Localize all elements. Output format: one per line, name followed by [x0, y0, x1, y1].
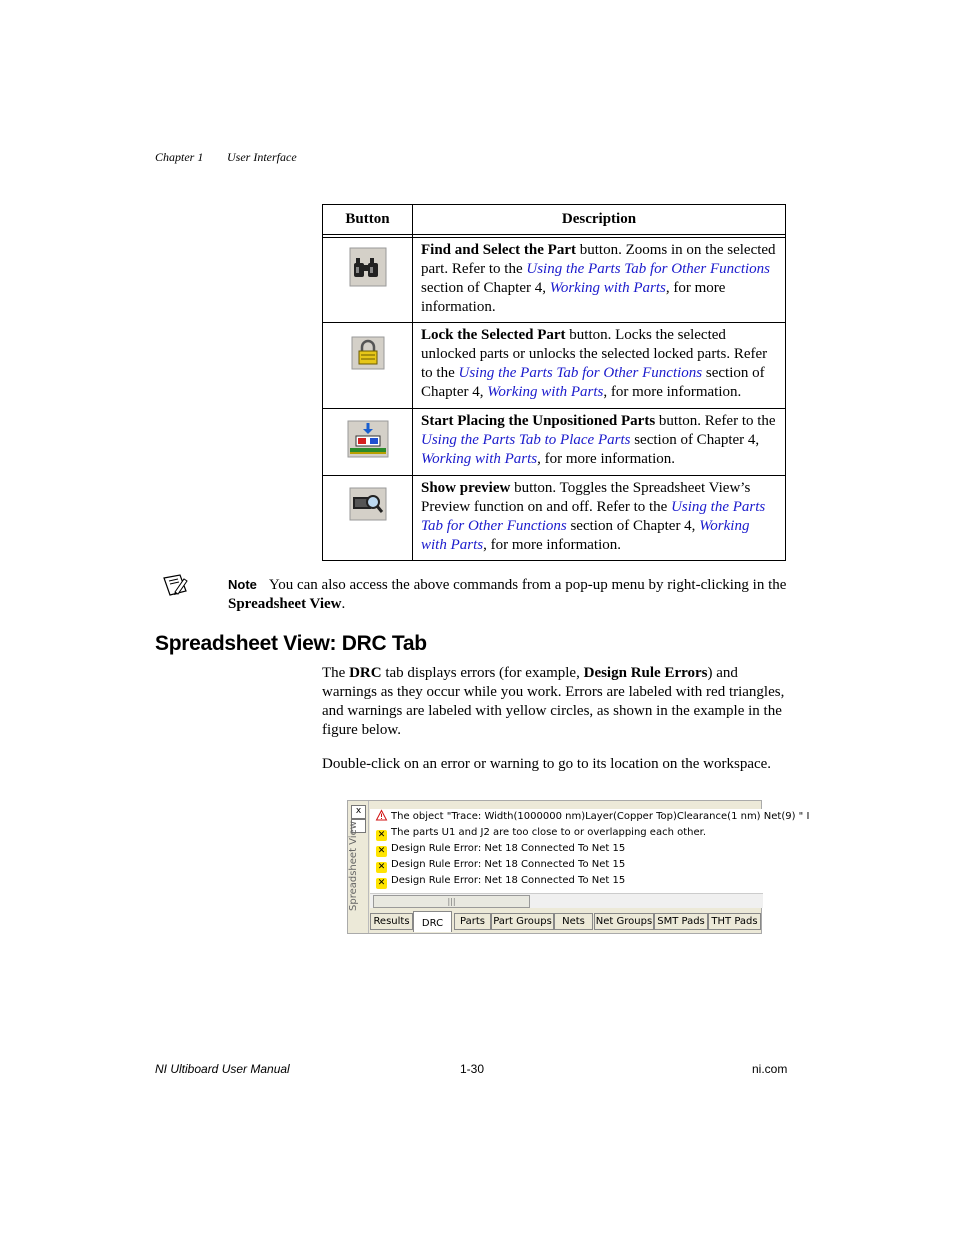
panel-title: Spreadsheet View	[348, 821, 359, 911]
section-title: Spreadsheet View: DRC Tab	[155, 632, 427, 655]
panel-side-bar	[348, 801, 369, 933]
list-item[interactable]: ✕ The parts U1 and J2 are too close to or overlapping each other.	[377, 827, 707, 840]
table-row: Find and Select the Part button. Zooms in on the selected part. Refer to the Using the Parts Tab for Other Functions section of Chapter 4, Working with Parts, for more information.	[323, 238, 786, 323]
binoculars-icon	[350, 248, 386, 292]
spreadsheet-view-screenshot	[347, 800, 810, 934]
button-name: Show preview	[421, 480, 511, 496]
tab-net-groups[interactable]: Net Groups	[594, 913, 654, 930]
footer-manual-title: NI Ultiboard User Manual	[155, 1062, 290, 1076]
note: Note You can also access the above commands from a pop-up menu by right-clicking in the Spreadsheet View.	[228, 577, 787, 612]
warning-triangle-icon	[376, 810, 387, 821]
tab-smt-pads[interactable]: SMT Pads	[654, 913, 708, 930]
footer-website: ni.com	[752, 1062, 788, 1076]
error-x-icon: ✕	[377, 846, 386, 856]
table-row: Start Placing the Unpositioned Parts button. Refer to the Using the Parts Tab to Place Parts section of Chapter 4, Working with Parts, for more information.	[323, 409, 786, 476]
button-name: Find and Select the Part	[421, 242, 576, 258]
button-name: Lock the Selected Part	[421, 327, 566, 343]
list-item[interactable]: The object "Trace: Width(1000000 nm)Layer(Copper Top)Clearance(1 nm) Net(9) " I	[370, 809, 763, 825]
chapter-link[interactable]: Working with Parts	[487, 384, 604, 400]
header-chapter: Chapter 1	[155, 150, 204, 164]
error-x-icon: ✕	[377, 878, 386, 888]
tab-parts[interactable]: Parts	[454, 913, 491, 930]
page-number: 1-30	[460, 1062, 485, 1076]
chapter-link[interactable]: Working with Parts	[549, 280, 666, 296]
chapter-link[interactable]: Working with Parts	[421, 451, 538, 467]
button-description-table	[322, 204, 786, 561]
column-header-button: Button	[323, 205, 413, 235]
column-header-description: Description	[413, 205, 786, 235]
table-row: Lock the Selected Part button. Locks the selected unlocked parts or unlocks the selected locked parts. Refer to the Using the Parts Tab for Other Functions section of Chapter 4, Working with Parts, for more information.	[323, 323, 786, 409]
running-header	[155, 150, 297, 165]
tab-bar	[370, 911, 763, 933]
note-pencil-icon	[161, 572, 189, 598]
tab-tht-pads[interactable]: THT Pads	[708, 913, 761, 930]
tab-results[interactable]: Results	[370, 913, 413, 930]
list-item[interactable]: ✕ Design Rule Error: Net 18 Connected To Net 15	[377, 859, 626, 872]
magnifier-preview-icon	[350, 488, 386, 526]
error-x-icon: ✕	[377, 862, 386, 872]
close-icon[interactable]: x	[351, 805, 366, 819]
scrollbar-thumb[interactable]: |||	[373, 895, 530, 908]
header-section: User Interface	[227, 150, 297, 164]
cross-reference-link[interactable]: Using the Parts Tab for Other Functions	[526, 261, 771, 277]
body-paragraph: The DRC tab displays errors (for example, Design Rule Errors) and warnings as they occur while you work. Errors are labeled with red triangles, and warnings are labeled with yellow circles, as shown in the example in the figure below.	[322, 665, 785, 738]
tab-part-groups[interactable]: Part Groups	[491, 913, 554, 930]
note-label: Note	[228, 577, 257, 592]
list-item[interactable]: ✕ Design Rule Error: Net 18 Connected To Net 15	[377, 843, 626, 856]
list-item[interactable]: ✕ Design Rule Error: Net 18 Connected To Net 15	[377, 875, 626, 888]
button-name: Start Placing the Unpositioned Parts	[421, 413, 656, 429]
cross-reference-link[interactable]: Using the Parts Tab for Other Functions	[421, 499, 766, 534]
drc-list	[370, 809, 810, 893]
tab-drc[interactable]: DRC	[413, 911, 452, 932]
table-row: Show preview button. Toggles the Spreadsheet View’s Preview function on and off. Refer to the Using the Parts Tab for Other Functions section of Chapter 4, Working with Parts, for more information.	[323, 476, 786, 561]
place-parts-icon	[348, 421, 388, 463]
body-paragraph: Double-click on an error or warning to go to its location on the workspace.	[322, 756, 772, 772]
chapter-link[interactable]: Working with Parts	[421, 518, 750, 553]
cross-reference-link[interactable]: Using the Parts Tab for Other Functions	[458, 365, 703, 381]
tab-nets[interactable]: Nets	[554, 913, 593, 930]
horizontal-scrollbar[interactable]	[370, 893, 763, 908]
padlock-icon	[352, 337, 384, 375]
error-x-icon: ✕	[377, 830, 386, 840]
cross-reference-link[interactable]: Using the Parts Tab to Place Parts	[421, 432, 631, 448]
